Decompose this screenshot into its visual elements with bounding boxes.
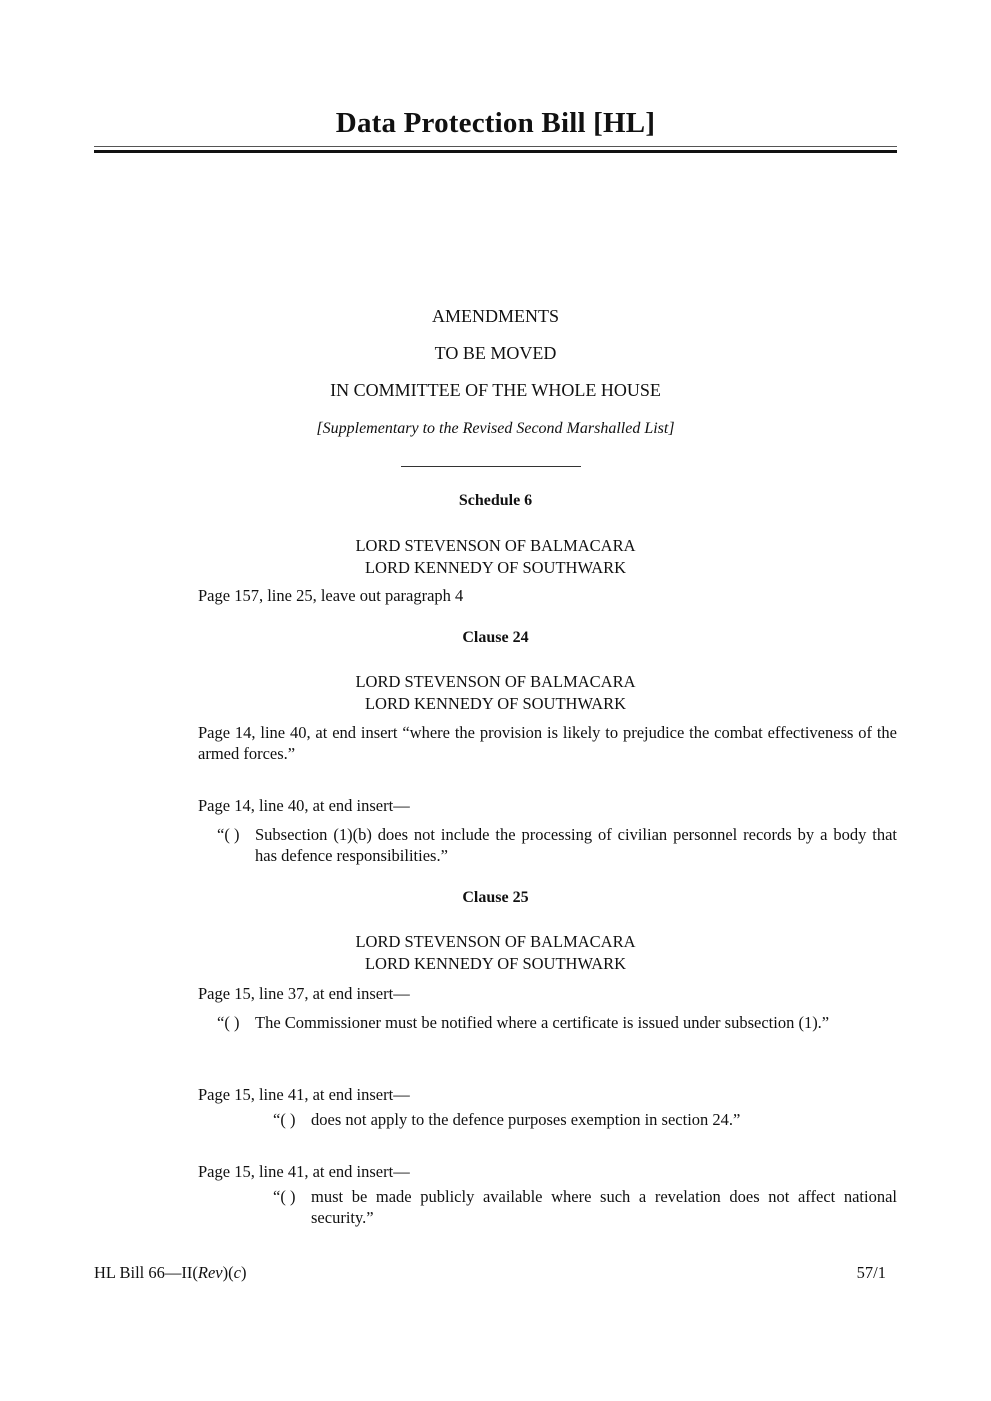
inserted-subsection bbox=[273, 1186, 897, 1228]
subsection-mark: “( ) bbox=[273, 1187, 296, 1206]
subsection-mark: “( ) bbox=[273, 1110, 296, 1129]
amendment-text: Page 15, line 41, at end insert— bbox=[198, 1162, 410, 1181]
sponsors-schedule-6 bbox=[94, 535, 897, 579]
bill-reference bbox=[94, 1263, 246, 1283]
inserted-text: must be made publicly available where such a revelation does not affect national security.” bbox=[311, 1187, 897, 1227]
inserted-subsection bbox=[217, 1012, 897, 1033]
header-line-committee: IN COMMITTEE OF THE WHOLE HOUSE bbox=[330, 380, 661, 400]
subsection-mark: “( ) bbox=[217, 1013, 240, 1032]
inserted-subsection bbox=[273, 1109, 897, 1130]
title-rule-thick bbox=[94, 150, 897, 153]
bill-ref-mid: )( bbox=[222, 1263, 234, 1282]
page-reference: 57/1 bbox=[856, 1263, 886, 1282]
inserted-text: does not apply to the defence purposes exemption in section 24.” bbox=[311, 1110, 741, 1129]
section-heading-clause-25: Clause 25 bbox=[462, 889, 529, 906]
header-line-to-be-moved: TO BE MOVED bbox=[434, 343, 557, 363]
bill-ref-prefix: HL Bill 66—II( bbox=[94, 1263, 198, 1282]
document-title: Data Protection Bill [HL] bbox=[335, 107, 656, 139]
bill-ref-c: c bbox=[233, 1263, 241, 1282]
sponsor-name: LORD KENNEDY OF SOUTHWARK bbox=[364, 694, 627, 713]
sponsor-name: LORD STEVENSON OF BALMACARA bbox=[355, 536, 636, 555]
inserted-text: Subsection (1)(b) does not include the processing of civilian personnel records by a body that has defence responsibilities.” bbox=[255, 825, 897, 865]
sponsor-name: LORD STEVENSON OF BALMACARA bbox=[355, 932, 636, 951]
sponsor-name: LORD KENNEDY OF SOUTHWARK bbox=[364, 954, 627, 973]
amendment-text: Page 14, line 40, at end insert— bbox=[198, 796, 410, 815]
title-rule-thin bbox=[94, 146, 897, 147]
inserted-text: The Commissioner must be notified where a certificate is issued under subsection (1).” bbox=[255, 1013, 830, 1032]
amendment-text: Page 14, line 40, at end insert “where the provision is likely to prejudice the combat effectiveness of the armed forces.” bbox=[198, 723, 897, 763]
amendment-text: Page 157, line 25, leave out paragraph 4 bbox=[198, 586, 464, 605]
bill-ref-suffix: ) bbox=[240, 1263, 247, 1282]
inserted-subsection bbox=[217, 824, 897, 866]
bill-ref-rev: Rev bbox=[197, 1263, 223, 1282]
sponsors-clause-25 bbox=[94, 931, 897, 975]
header-line-amendments: AMENDMENTS bbox=[431, 306, 559, 326]
amendment-text: Page 15, line 37, at end insert— bbox=[198, 984, 410, 1003]
section-heading-schedule-6: Schedule 6 bbox=[458, 492, 533, 509]
section-heading-clause-24: Clause 24 bbox=[462, 629, 529, 646]
section-divider bbox=[401, 466, 581, 467]
document-subtitle: [Supplementary to the Revised Second Marshalled List] bbox=[316, 420, 675, 437]
subsection-mark: “( ) bbox=[217, 825, 240, 844]
sponsors-clause-24 bbox=[94, 671, 897, 715]
sponsor-name: LORD KENNEDY OF SOUTHWARK bbox=[364, 558, 627, 577]
amendment-text: Page 15, line 41, at end insert— bbox=[198, 1085, 410, 1104]
sponsor-name: LORD STEVENSON OF BALMACARA bbox=[355, 672, 636, 691]
